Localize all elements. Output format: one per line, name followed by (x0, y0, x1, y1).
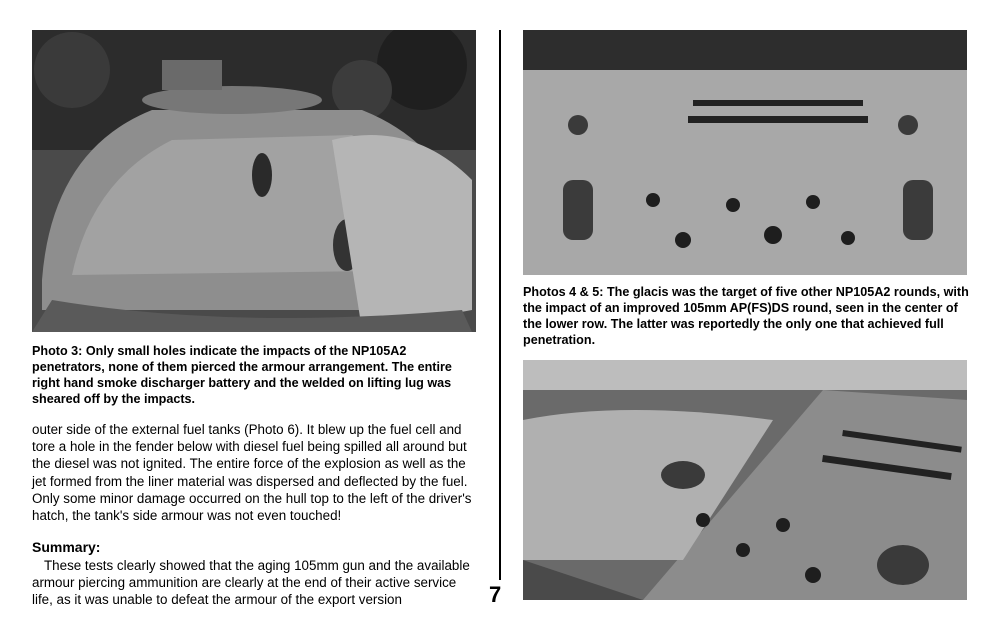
body-paragraph-1: outer side of the external fuel tanks (Photo 6). It blew up the fuel cell and tore a hole in the fender below with diesel fuel being spilled all around but the diesel was not ignited. The entire force of the explosion as well as the jet formed from the liner material was dispersed and deflected by the fuel. Only some minor damage occurred on the hull top to the left of the driver's hatch, the tank's side armour was not even touched! (32, 422, 472, 524)
photo-3-caption: Photo 3: Only small holes indicate the impacts of the NP105A2 penetrators, none of them pierced the armour arrangement. The entire right hand smoke discharger battery and the welded on lifting lug was sheared off by the impacts. (32, 344, 452, 406)
photo-4-glacis (523, 30, 967, 275)
photo-3-turret (32, 30, 476, 332)
photo-5-glacis-side (523, 360, 967, 600)
page-number: 7 (489, 582, 502, 607)
summary-heading: Summary: (32, 539, 101, 555)
body-paragraph-2: These tests clearly showed that the aging 105mm gun and the available armour piercing ammunition are clearly at the end of their active service life, as it was unable to defeat the armour of the export version (32, 558, 470, 608)
photos-4-5-caption: Photos 4 & 5: The glacis was the target of five other NP105A2 rounds, with the impact of an improved 105mm AP(FS)DS round, seen in the center of the lower row. The latter was reportedly the only one that achieved full penetration. (523, 285, 969, 347)
column-divider (499, 30, 501, 580)
